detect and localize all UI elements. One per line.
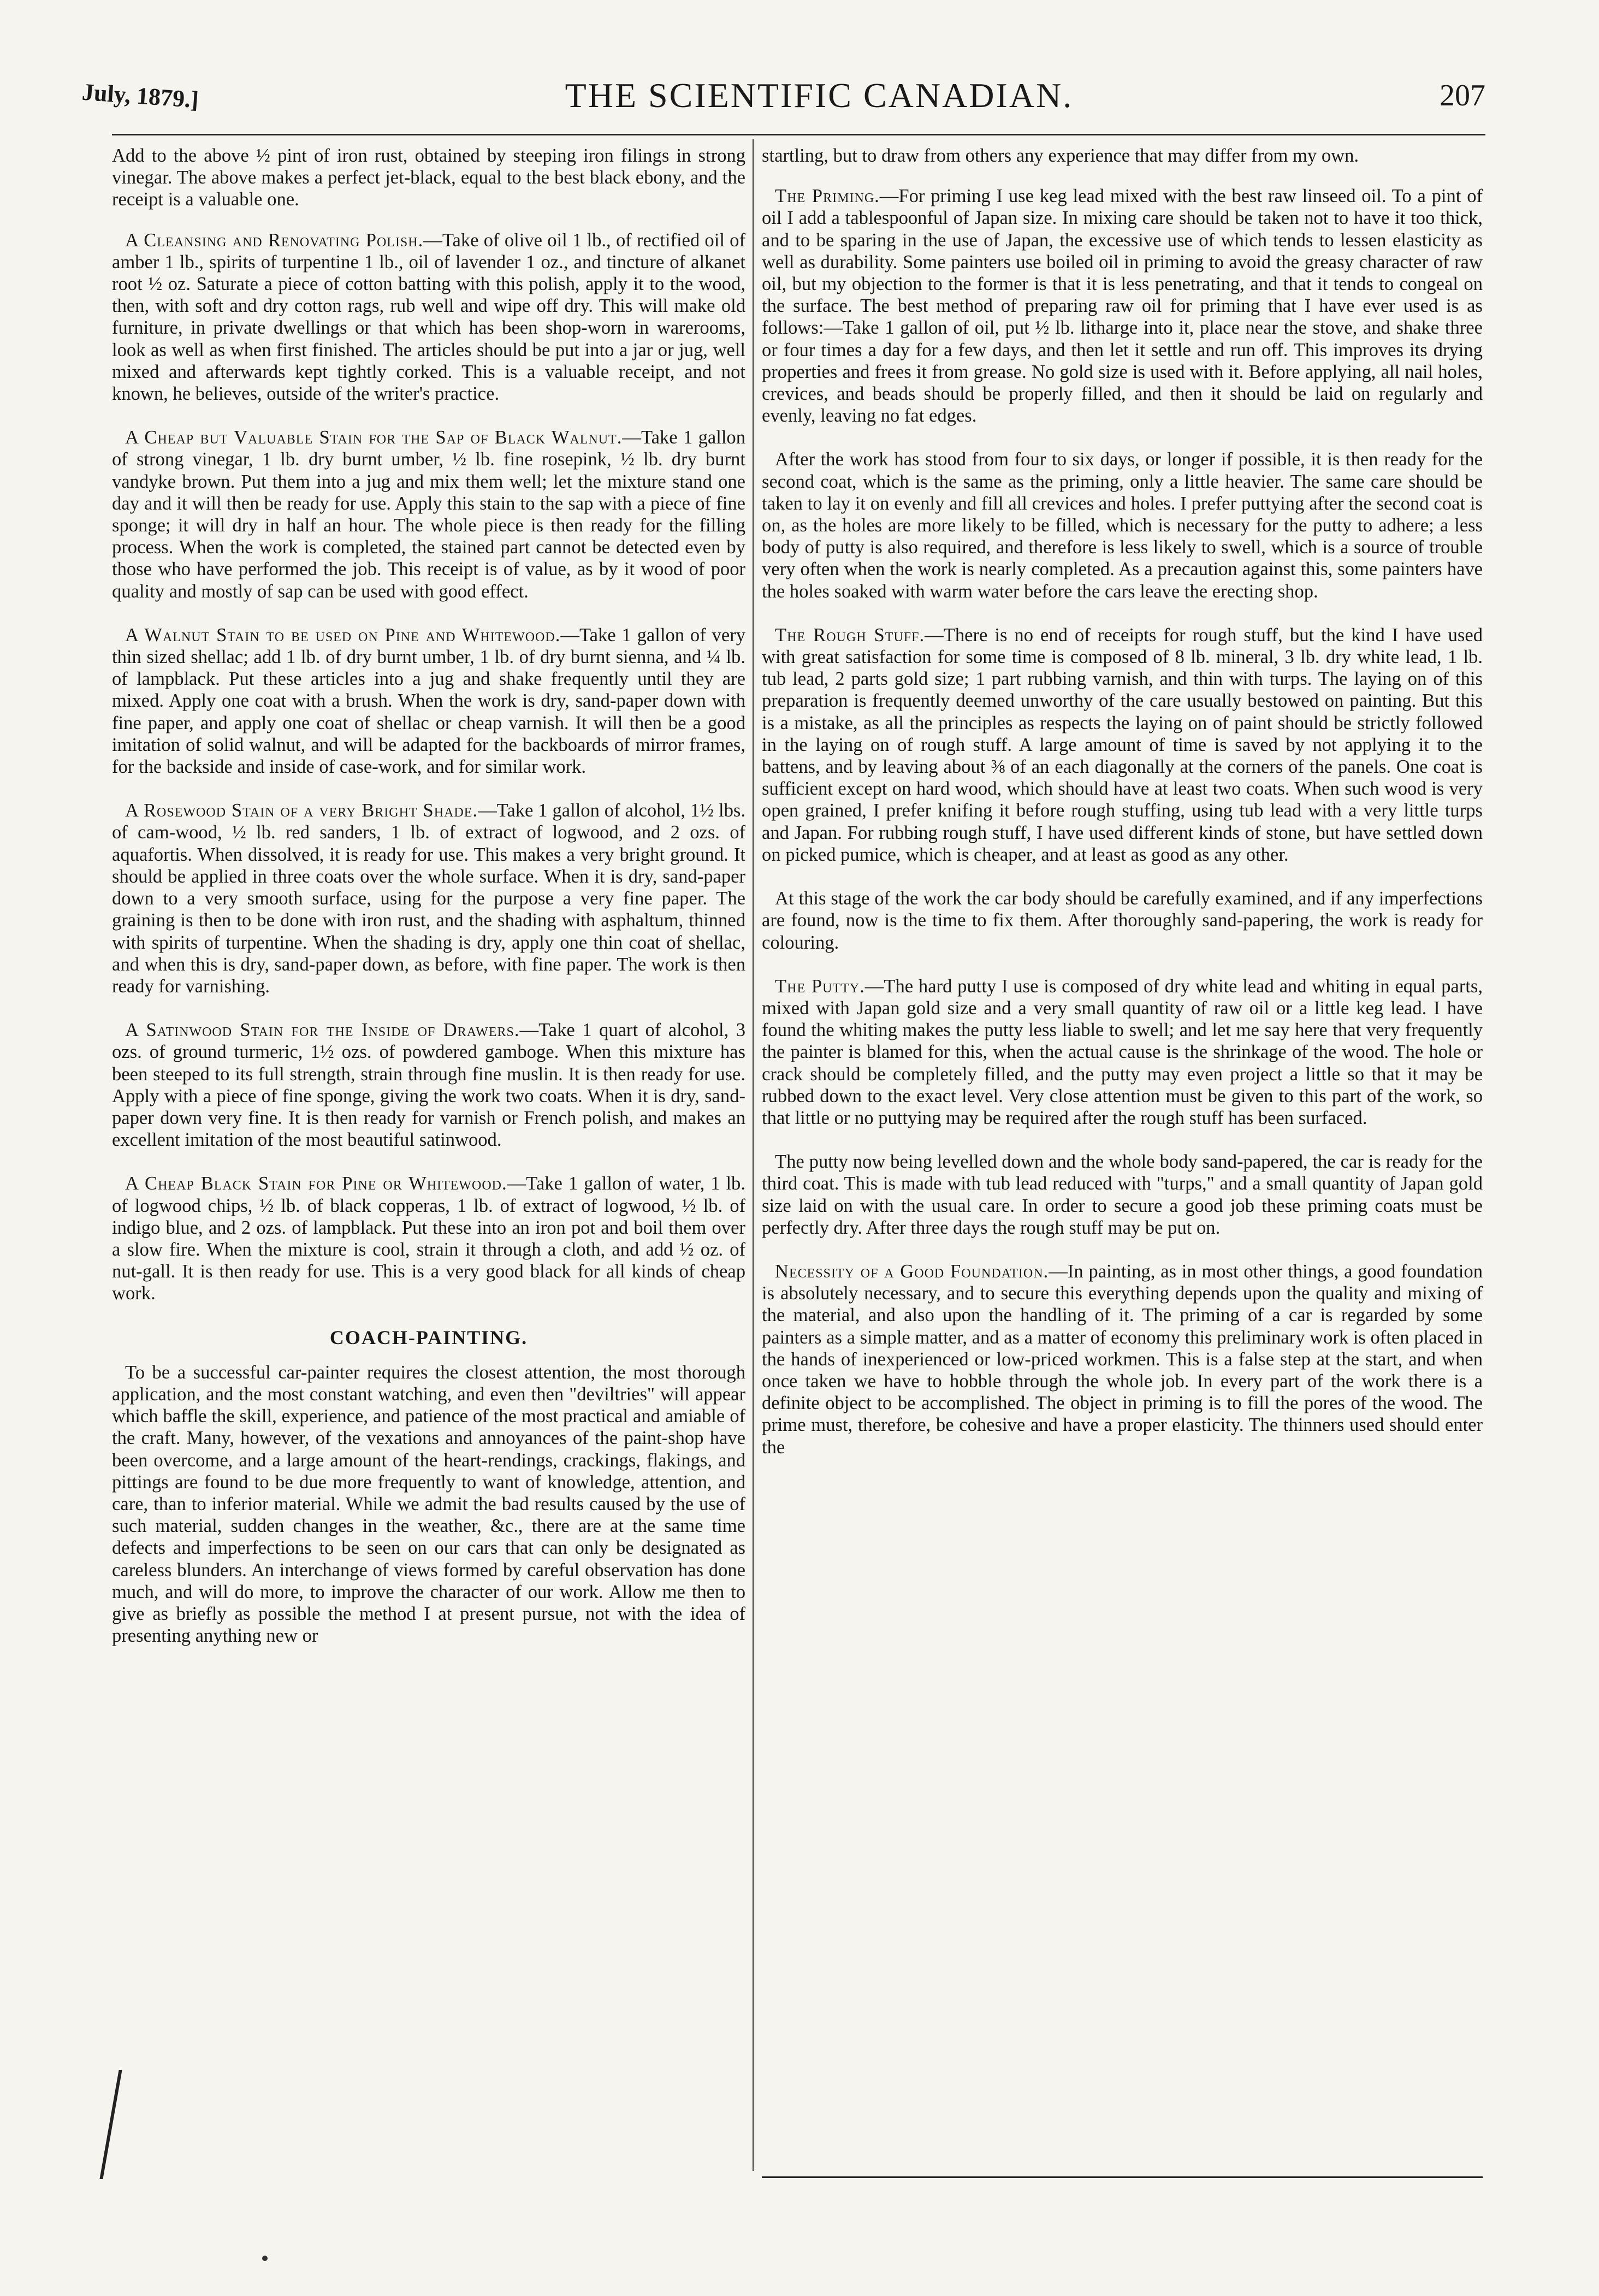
- text-priming: —For priming I use keg lead mixed with the best raw linseed oil. To a pint of oil I add a tablespoonful of Japan size. In mixing care should be taken not to have it too thick, and to be sparing in the use of Japan, the excessive use of which tends to lessen elasticity as well as durability. Some painters use boiled oil in priming to avoid the greasy character of raw oil, but my objection to the former is that it is less penetrating, and that it tends to congeal on the surface. The best method of preparing raw oil for priming that I have ever used is as follows:—Take 1 gallon of oil, put ½ lb. litharge into it, place near the stove, and shake three or four times a day for a few days, and then let it settle and run off. This improves its drying properties and frees it from grease. No gold size is used with it. Before applying, all nail holes, crevices, and beads should be properly filled, and then it should be laid on regularly and evenly, leaving no fat edges.: [762, 186, 1483, 427]
- heading-walnut-stain-pine: A Walnut Stain to be used on Pine and Whitewood.: [125, 624, 561, 646]
- right-column: [762, 145, 1483, 2165]
- text-good-foundation: —In painting, as in most other things, a good foundation is absolutely necessary, and to secure this everything depends upon the quality and mixing of the material, and also upon the handling of it. The priming of a car is regarded by some painters as a simple matter, and as a matter of economy this preliminary work is often placed in the hands of inexperienced or low-priced workmen. This is a false step at the start, and when once taken we have to hobble through the whole job. In every part of the work there is a definite object to be accomplished. The object in priming is to fill the pores of the wood. The prime must, therefore, be cohesive and have a proper elasticity. The thinners used should enter the: [762, 1261, 1483, 1458]
- text-cleansing-polish: —Take of olive oil 1 lb., of rectified oil of amber 1 lb., spirits of turpentine 1 lb., oil of lavender 1 oz., and tincture of alkanet root ½ oz. Saturate a piece of cotton batting with this polish, apply it to the wood, then, with soft and dry cotton rags, rub well and wipe off dry. This will make old furniture, in private dwellings or that which has been shop-worn in warerooms, look as well as when first finished. The articles should be put into a jar or jug, well mixed and afterwards kept tightly corked. This is a valuable receipt, and not known, he believes, outside of the writer's practice.: [112, 229, 745, 405]
- heading-walnut-sap-stain: A Cheap but Valuable Stain for the Sap of Black Walnut.: [125, 427, 623, 448]
- header-rule: [112, 134, 1485, 135]
- paragraph-third-coat: The putty now being levelled down and the whole body sand-papered, the car is ready for the third coat. This is made with tub lead reduced with "turps," and a small quantity of Japan gold size laid on with the usual care. In order to secure a good job these priming coats must be perfectly dry. After three days the rough stuff may be put on.: [762, 1151, 1483, 1238]
- text-walnut-sap-stain: —Take 1 gallon of strong vinegar, 1 lb. dry burnt umber, ½ lb. fine rosepink, ½ lb. dry burnt vandyke brown. Put them into a jug and mix them well; let the mixture stand one day and it will then be ready for use. Apply this stain to the sap with a piece of fine sponge; it will dry in half an hour. The whole piece is then ready for the filling process. When the work is completed, the stained part cannot be detected even by those who have performed the job. This receipt is of value, as by it wood of poor quality and mostly of sap can be used with good effect.: [112, 427, 745, 602]
- paragraph-rough-stuff: [762, 624, 1483, 866]
- heading-good-foundation: Necessity of a Good Foundation.: [775, 1261, 1049, 1282]
- publication-title: THE SCIENTIFIC CANADIAN.: [565, 76, 1074, 115]
- page-header: [82, 66, 1485, 126]
- paragraph-coach-painting-intro: To be a successful car-painter requires the closest attention, the most thorough application, and the most constant watching, and even then "deviltries" will appear which baffle the skill, experience, and patience of the most practical and amiable of the craft. Many, however, of the vexations and annoyances of the paint-shop have been overcome, and a large amount of the heart-rendings, crackings, flakings, and pittings are found to be due more frequently to want of knowledge, attention, and care, than to inferior material. While we admit the bad results caused by the use of such material, sudden changes in the weather, &c., there are at the same time defects and imperfections to be seen on our cars that can only be designated as careless blunders. An interchange of views formed by careful observation has done much, and will do more, to improve the character of our work. Allow me then to give as briefly as possible the method I at present pursue, not with the idea of presenting anything new or: [112, 1362, 745, 1647]
- heading-black-stain: A Cheap Black Stain for Pine or Whitewood.: [125, 1173, 507, 1194]
- text-walnut-stain-pine: —Take 1 gallon of very thin sized shellac; add 1 lb. of dry burnt umber, 1 lb. of dry burnt sienna, and ¼ lb. of lampblack. Put these articles into a jug and shake frequently until they are mixed. Apply one coat with a brush. When the work is dry, sand-paper down with fine paper, and apply one coat of shellac or cheap varnish. It will then be a good imitation of solid walnut, and will be adapted for the backboards of mirror frames, for the backside and inside of case-work, and for similar work.: [112, 624, 745, 778]
- paragraph-second-coat: After the work has stood from four to six days, or longer if possible, it is then ready for the second coat, which is the same as the priming, only a little heavier. The same care should be taken to lay it on evenly and fill all crevices and holes. I prefer puttying after the second coat is on, as the holes are more likely to be filled, which is necessary for the putty to adhere; a less body of putty is also required, and therefore is less likely to swell, which is a source of trouble very often when the work is nearly completed. As a precaution against this, some painters have the holes soaked with warm water before the cars leave the erecting shop.: [762, 449, 1483, 602]
- heading-priming: The Priming.: [775, 186, 880, 207]
- text-rough-stuff: —There is no end of receipts for rough stuff, but the kind I have used with great satisfaction for some time is composed of 8 lb. mineral, 3 lb. dry white lead, 1 lb. tub lead, 2 parts gold size; 1 part rubbing varnish, and thin with turps. The laying on of this preparation is frequently deemed unworthy of the care usually bestowed on painting. But this is a mistake, as all the principles as respects the laying on of paint should be strictly followed in the laying on of rough stuff. A large amount of time is saved by not applying it to the battens, and by leaving about ⅜ of an each diagonally at the corners of the panels. One coat is sufficient except on hard wood, which should have at least two coats. When such wood is very open grained, I prefer knifing it before rough stuffing, using tub lead with a very little turps and Japan. For rubbing rough stuff, I have used different kinds of stone, but have settled down on picked pumice, which is cheaper, and at least as good as any other.: [762, 624, 1483, 865]
- left-column: [112, 145, 745, 2165]
- text-satinwood-stain: —Take 1 quart of alcohol, 3 ozs. of ground turmeric, 1½ ozs. of powdered gamboge. When this mixture has been steeped to its full strength, strain through fine muslin. It is then ready for use. Apply with a piece of fine sponge, giving the work two coats. When it is dry, sand-paper down very fine. It is then ready for varnish or French polish, and makes an excellent imitation of the most beautiful satinwood.: [112, 1020, 745, 1151]
- issue-date: July, 1879.]: [81, 78, 200, 113]
- paragraph-rosewood-stain: [112, 800, 745, 997]
- ink-dot: [262, 2256, 268, 2261]
- paragraph-cleansing-polish: [112, 229, 745, 405]
- text-rosewood-stain: —Take 1 gallon of alcohol, 1½ lbs. of cam-wood, ½ lb. red sanders, 1 lb. of extract of logwood, and 2 ozs. of aquafortis. When dissolved, it is ready for use. This makes a very bright ground. It should be applied in three coats over the whole surface. When it is dry, sand-paper down to a very smooth surface, using for the purpose a very fine paper. The graining is then to be done with iron rust, and the shading with asphaltum, thinned with spirits of turpentine. When the shading is dry, apply one thin coat of shellac, and when this is dry, sand-paper down, as before, with fine paper. The work is then ready for varnishing.: [112, 800, 745, 997]
- paragraph-satinwood-stain: [112, 1019, 745, 1151]
- paragraph-good-foundation: [762, 1261, 1483, 1458]
- paragraph-examination: At this stage of the work the car body should be carefully examined, and if any imperfections are found, now is the time to fix them. After thoroughly sand-papering, the work is ready for colouring.: [762, 888, 1483, 953]
- paragraph-ebony-stain-end: Add to the above ½ pint of iron rust, obtained by steeping iron filings in strong vinegar. The above makes a perfect jet-black, equal to the best black ebony, and the receipt is a valuable one.: [112, 145, 745, 210]
- section-title-coach-painting: COACH-PAINTING.: [329, 1326, 528, 1348]
- paragraph-priming: [762, 185, 1483, 427]
- column-divider: [753, 139, 754, 2171]
- paragraph-walnut-stain-pine: [112, 624, 745, 778]
- paragraph-putty: [762, 975, 1483, 1129]
- heading-putty: The Putty.: [775, 975, 865, 997]
- page-number: 207: [1439, 79, 1485, 113]
- paragraph-black-stain: [112, 1173, 745, 1304]
- bottom-rule: [762, 2176, 1483, 2178]
- heading-rosewood-stain: A Rosewood Stain of a very Bright Shade.: [125, 800, 478, 821]
- text-putty: —The hard putty I use is composed of dry white lead and whiting in equal parts, mixed with Japan gold size and a very small quantity of raw oil or a little keg lead. I have found the whiting makes the putty less liable to swell; and let me say here that very frequently the painter is blamed for this, when the actual cause is the shrinkage of the wood. The hole or crack should be completely filled, and the putty may even project a little so that it may be rubbed down to the exact level. Very close attention must be given to this part of the work, so that little or no puttying may be required after the rough stuff has been surfaced.: [762, 975, 1483, 1128]
- heading-satinwood-stain: A Satinwood Stain for the Inside of Drawers.: [125, 1020, 520, 1041]
- heading-rough-stuff: The Rough Stuff.: [775, 624, 925, 646]
- text-black-stain: —Take 1 gallon of water, 1 lb. of logwood chips, ½ lb. of black copperas, 1 lb. of extract of logwood, ½ lb. of indigo blue, and 2 ozs. of lampblack. Put these into an iron pot and boil them over a slow fire. When the mixture is cool, strain it through a cloth, and add ½ oz. of nut-gall. It is then ready for use. This is a very good black for all kinds of cheap work.: [112, 1173, 745, 1304]
- heading-cleansing-polish: A Cleansing and Renovating Polish.: [125, 229, 424, 251]
- binding-edge-mark: [99, 2070, 226, 2179]
- paragraph-intro-continued: startling, but to draw from others any experience that may differ from my own.: [762, 145, 1359, 166]
- paragraph-walnut-sap-stain: [112, 427, 745, 602]
